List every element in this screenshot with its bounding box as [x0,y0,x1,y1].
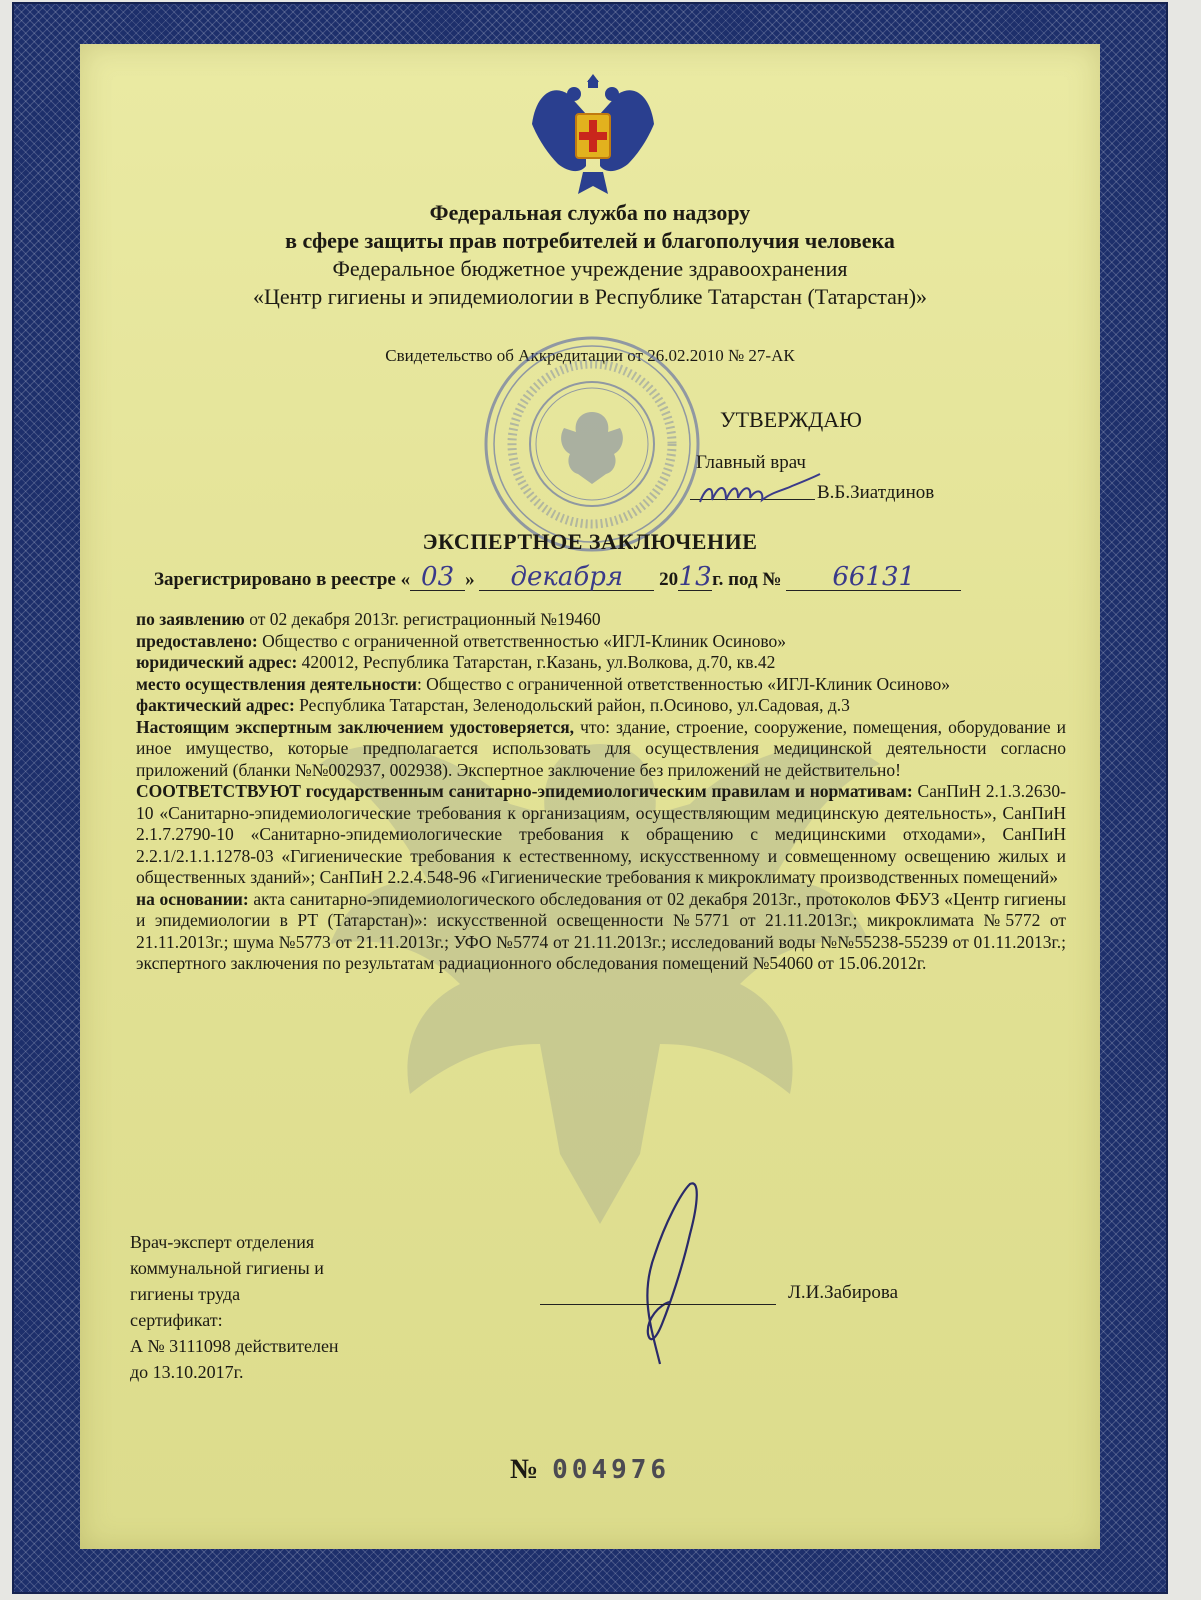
legal-address-label: юридический адрес: [136,652,298,672]
document-title: ЭКСПЕРТНОЕ ЗАКЛЮЧЕНИЕ [422,529,758,554]
registration-year-label: г. под № [712,569,782,590]
place-label: место осуществления деятельности [136,673,417,694]
actual-address-paragraph [136,695,1066,717]
legal-address-text: 420012, Республика Татарстан, г.Казань, ул.Волкова, д.70, кв.42 [297,652,776,672]
expert-signature-icon [600,1174,730,1369]
comply-label: СООТВЕТСТВУЮТ государственным санитарно-эпидемиологическим правилам и нормативам: [136,781,913,801]
header-line-1: Федеральная служба по надзору [429,200,751,225]
expert-line-2: коммунальной гигиены и [130,1258,324,1278]
serial-number [510,1454,670,1486]
comply-text: СанПиН 2.1.3.2630-10 «Санитарно-эпидемиологические требования к организациям, осуществляющим медицинскую деятельность», СанПиН 2.1.7.2790-10 «Санитарно-эпидемиологические требования к обращению с медицинскими отходами», СанПиН 2.2.1/2.1.1.1278-03 «Гигиенические требования к естественному, искусственному и совмещенному освещению жилых и общественных зданий»; СанПиН 2.2.4.548-96 «Гигиенические требования к микроклимату производственных помещений» [136,781,1067,887]
expert-line-4: сертификат: [130,1310,223,1330]
registration-year-prefix: 20 [659,569,679,590]
application-text: от 02 декабря 2013г. регистрационный №19460 [244,609,601,629]
document-body [136,609,1066,975]
provided-label: предоставлено: [136,630,258,651]
chief-position: Главный врач [696,452,806,473]
basis-paragraph [136,889,1066,975]
basis-text: акта санитарно-эпидемиологического обследования от 02 декабря 2013г., протоколов ФБУЗ «Центр гигиены и эпидемиологии в РТ (Татарстан)»: искусственной освещенности №5771 от 21.11.2013г.; микроклимата №5772 от 21.11.2013г.; шума №5773 от 21.11.2013г.; УФО №5774 от 21.11.2013г.; исследований воды №№55238-55239 от 01.11.2013г.; экспертного заключения по результатам радиационного обследования помещений №54060 от 15.06.2012г. [136,888,1066,973]
expert-signature-line [540,1304,776,1305]
legal-address-paragraph [136,652,1066,674]
provided-paragraph [136,631,1066,653]
place-paragraph [136,674,1066,696]
application-paragraph [136,609,1066,631]
actual-address-label: фактический адрес: [136,695,295,715]
registration-number: 66131 [786,564,961,591]
guilloche-border [14,4,1166,1592]
header-line-3: Федеральное бюджетное учреждение здравоохранения [332,256,848,281]
certify-text: что: здание, строение, сооружение, помещения, оборудование и иное имущество, которые предполагается использовать для осуществления медицинской деятельности согласно приложений (бланки №№002937, 002938). Экспертное заключение без приложений не действительно! [136,716,1067,780]
header-line-4: «Центр гигиены и эпидемиологии в Республике Татарстан (Татарстан)» [252,284,928,309]
comply-paragraph [136,781,1066,889]
registration-quote: » [465,569,475,590]
serial-value: 004976 [552,1455,671,1485]
actual-address-text: Республика Татарстан, Зеленодольский район, п.Осиново, ул.Садовая, д.3 [294,695,850,715]
expert-line-1: Врач-эксперт отделения [130,1232,315,1252]
registration-month: декабря [479,564,654,591]
certify-paragraph [136,717,1066,782]
chief-name: В.Б.Зиатдинов [817,482,935,503]
expert-line-3: гигиены труда [130,1284,241,1304]
expert-block [130,1229,430,1385]
expert-line-5: А № 3111098 действителен [130,1336,339,1356]
expert-line-6: до 13.10.2017г. [130,1362,244,1382]
chief-signature-icon [692,464,827,514]
official-seal-icon [482,334,702,554]
registration-label: Зарегистрировано в реестре « [154,569,411,590]
eagle-emblem-icon [528,54,658,204]
document-field [80,44,1100,1549]
registration-year-suffix: 13 [678,562,712,592]
provided-text: Общество с ограниченной ответственностью «ИГЛ-Клиник Осиново» [257,630,786,651]
header-line-2: в сфере защиты прав потребителей и благополучия человека [285,228,895,253]
serial-prefix: № [510,1454,539,1485]
basis-label: на основании: [136,888,249,909]
registration-line [154,564,961,591]
certify-label: Настоящим экспертным заключением удостоверяется, [136,716,575,737]
approve-label: УТВЕРЖДАЮ [720,407,862,432]
accreditation-line: Свидетельство об Аккредитации от 26.02.2010 № 27-АК [385,346,795,365]
application-label: по заявлению [136,609,245,629]
expert-name: Л.И.Забирова [788,1282,899,1303]
place-text: : Общество с ограниченной ответственностью «ИГЛ-Клиник Осиново» [416,673,951,694]
registration-day: 03 [410,564,465,591]
